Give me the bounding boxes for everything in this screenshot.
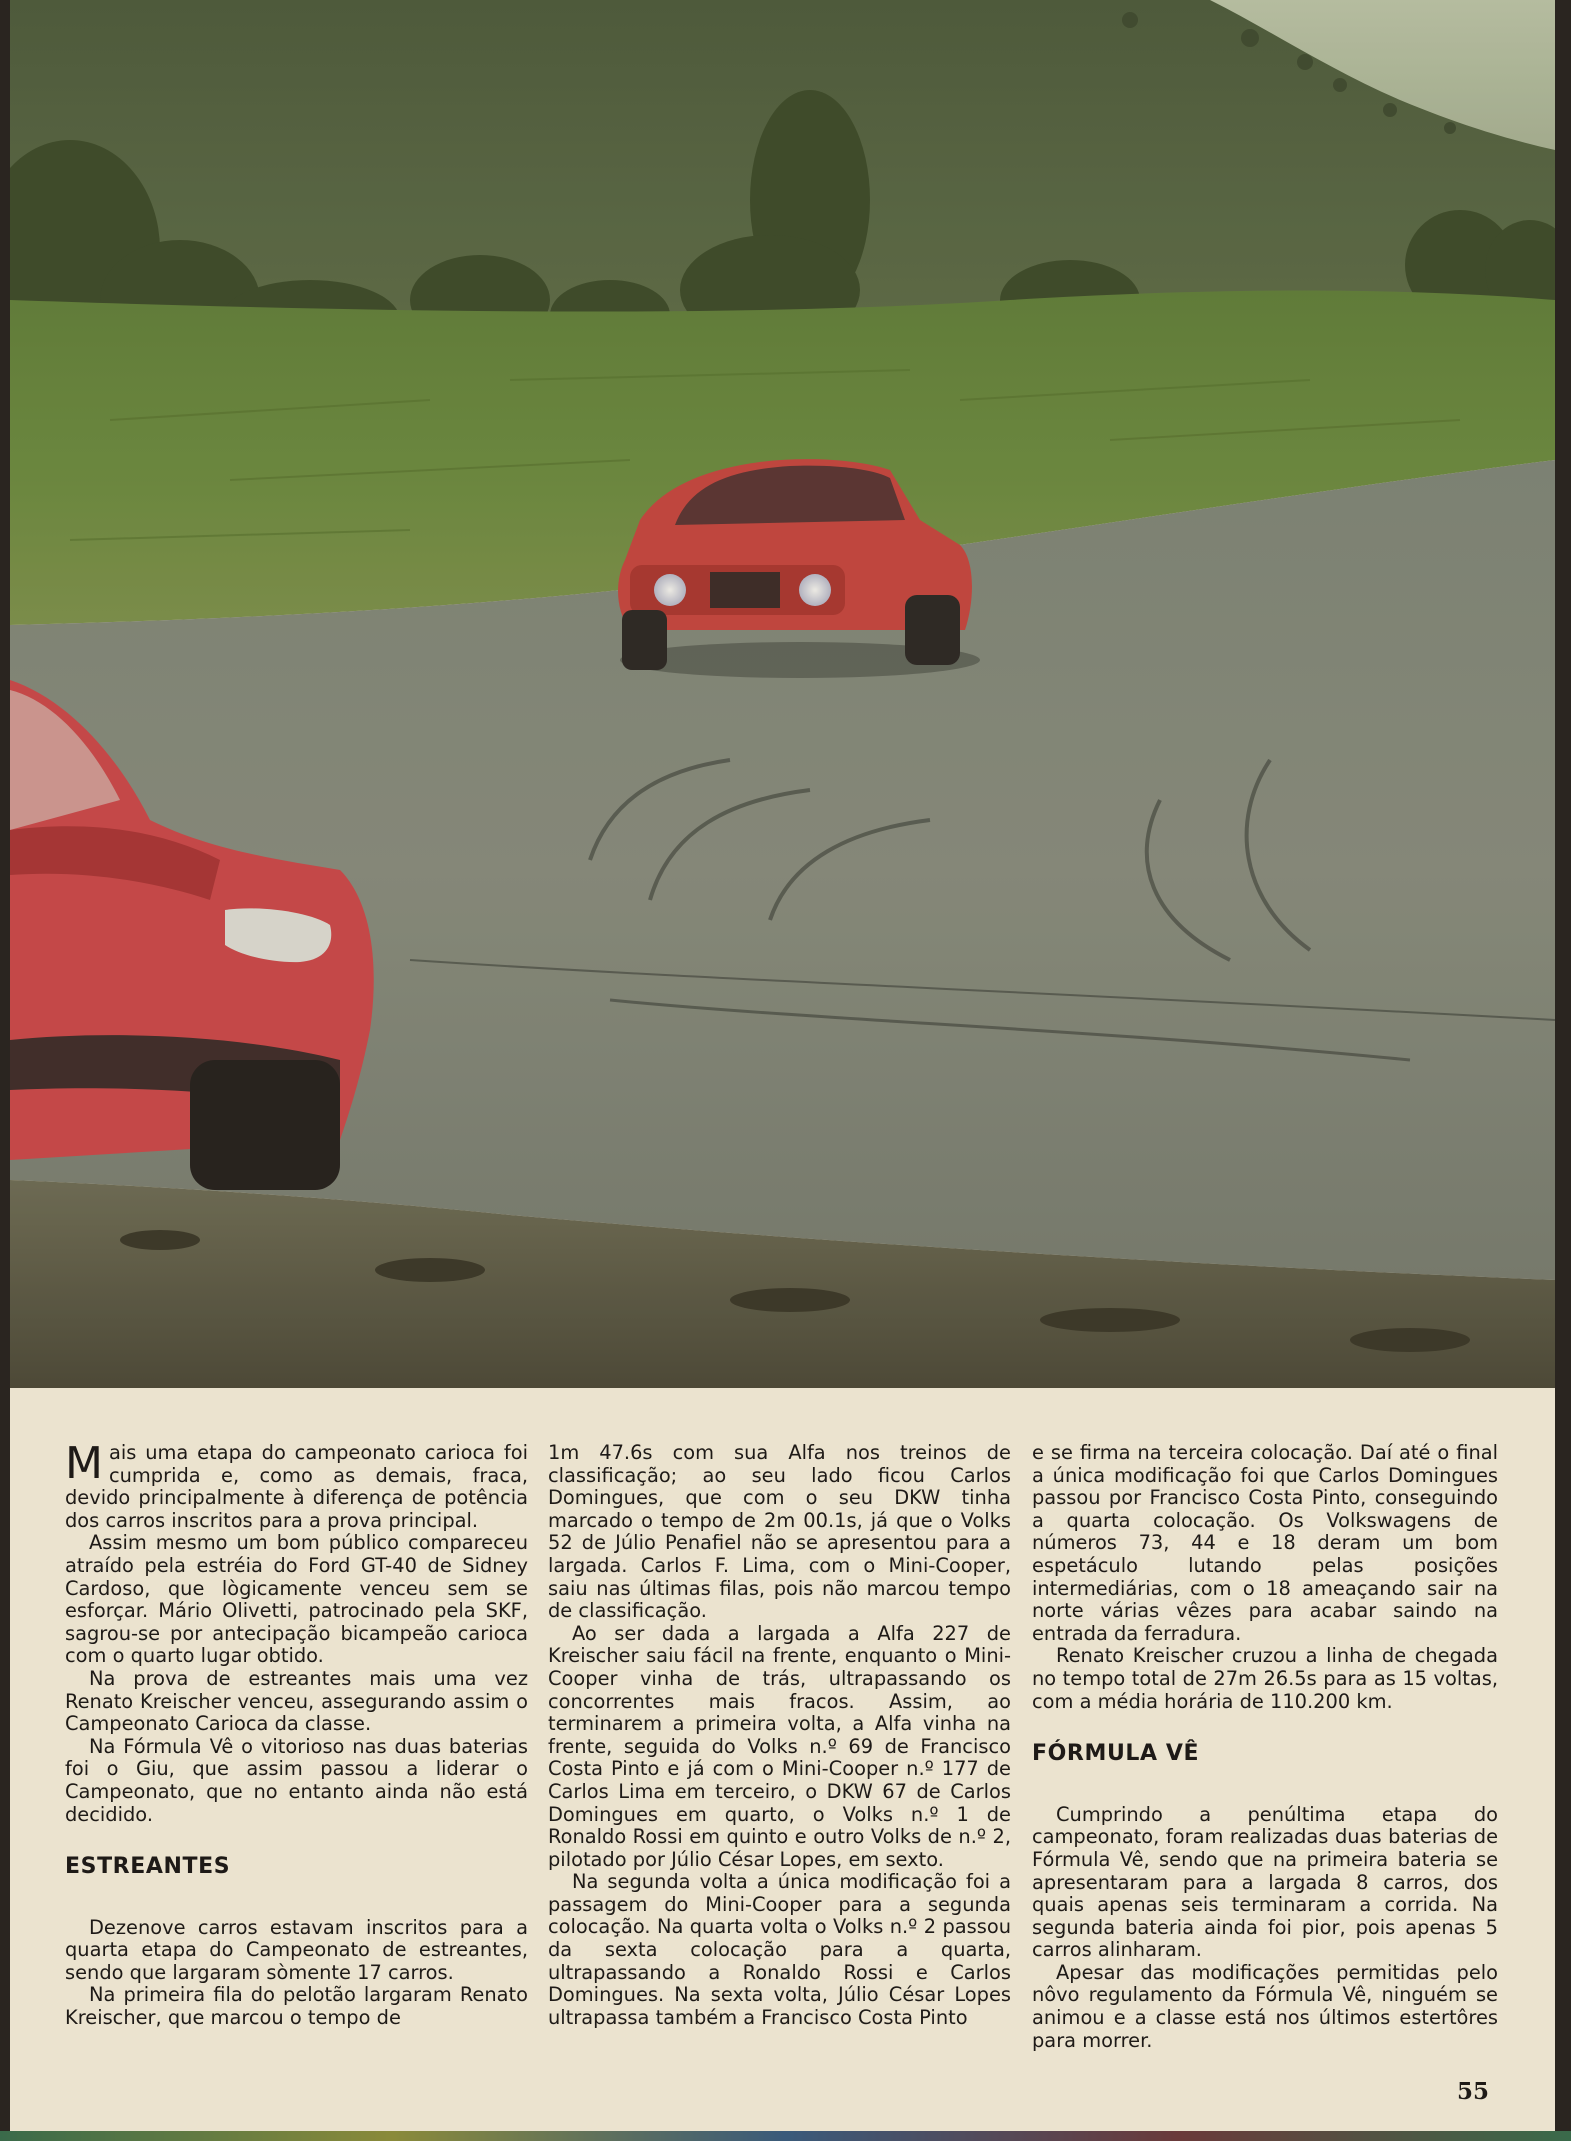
page-edge (0, 2131, 1571, 2141)
race-photo-illustration (10, 0, 1555, 1388)
paragraph: e se firma na terceira colocação. Daí até o final a única modificação foi que Carlos Domingues passou por Francisco Costa Pinto, conseguindo a quarta colocação. Os Volkswagens de números 73, 44 e 18 deram um bom espetáculo lutando pelas posições intermediárias, com o 18 ameaçando sair na norte várias vêzes para acabar saindo na entrada da ferradura. (1032, 1441, 1498, 1645)
paragraph: Apesar das modificações permitidas pelo nôvo regulamento da Fórmula Vê, ninguém se animou e a classe está nos últimos estertôres para morrer. (1032, 1960, 1498, 2052)
text-column-2 (548, 1442, 1011, 2029)
paragraph: Assim mesmo um bom público compareceu atraído pela estréia do Ford GT-40 de Sidney Cardoso, que lògicamente venceu sem se esforçar. Mário Olivetti, patrocinado pela SKF, sagrou-se por antecipação bicampeão carioca com o quarto lugar obtido. (65, 1531, 528, 1668)
section-heading-estreantes: ESTREANTES (65, 1854, 231, 1880)
text-column-1 (65, 1438, 528, 2030)
intro-paragraph (65, 1438, 528, 1532)
paragraph: Na segunda volta a única modificação foi a passagem do Mini-Cooper para a segunda colocação. Na quarta volta o Volks n.º 2 passou da sexta colocação para a quarta, ultrapassando a Ronaldo Rossi e Carlos Domingues. Na sexta volta, Júlio César Lopes ultrapassa também a Francisco Costa Pinto (548, 1870, 1011, 2029)
drop-cap: M (65, 1438, 103, 1489)
text-column-3 (1032, 1442, 1498, 2052)
paragraph: Na Fórmula Vê o vitorioso nas duas baterias foi o Giu, que assim passou a liderar o Campeonato, que no entanto ainda não está decidido. (65, 1734, 528, 1826)
paragraph: Dezenove carros estavam inscritos para a quarta etapa do Campeonato de estreantes, sendo que largaram sòmente 17 carros. (65, 1915, 528, 1984)
intro-text: ais uma etapa do campeonato carioca foi cumprida e, como as demais, fraca, devido principalmente à diferença de potência dos carros inscritos para a prova principal. (65, 1441, 528, 1532)
section-heading-formula-ve: FÓRMULA VÊ (1032, 1741, 1200, 1767)
paragraph: 1m 47.6s com sua Alfa nos treinos de classificação; ao seu lado ficou Carlos Domingues, que com o seu DKW tinha marcado o tempo de 2m 00.1s, já que o Volks 52 de Júlio Penafiel não se apresentou para a largada. Carlos F. Lima, com o Mini-Cooper, saiu nas últimas filas, pois não marcou tempo de classificação. (548, 1441, 1011, 1623)
paragraph: Ao ser dada a largada a Alfa 227 de Kreischer saiu fácil na frente, enquanto o Mini-Cooper vinha de trás, ultrapassando os concorrentes mais fracos. Assim, ao terminarem a primeira volta, a Alfa vinha na frente, seguida do Volks n.º 69 de Francisco Costa Pinto e já com o Mini-Cooper n.º 177 de Carlos Lima em terceiro, o DKW 67 de Carlos Domingues em quarto, o Volks n.º 1 de Ronaldo Rossi em quinto e outro Volks de n.º 2, pilotado por Júlio César Lopes, em sexto. (548, 1621, 1011, 1871)
paragraph: Na primeira fila do pelotão largaram Renato Kreischer, que marcou o tempo de (65, 1983, 528, 2030)
paragraph: Cumprindo a penúltima etapa do campeonato, foram realizadas duas baterias de Fórmula Vê, sendo que na primeira bateria se apresentaram para a largada 8 carros, dos quais apenas seis terminaram a corrida. Na segunda bateria ainda foi pior, pois apenas 5 carros alinharam. (1032, 1802, 1498, 1962)
paragraph: Renato Kreischer cruzou a linha de chegada no tempo total de 27m 26.5s para as 15 voltas, com a média horária de 110.200 km. (1032, 1644, 1498, 1713)
race-photo (10, 0, 1555, 1388)
page-number: 55 (1457, 2078, 1490, 2105)
paragraph: Na prova de estreantes mais uma vez Renato Kreischer venceu, assegurando assim o Campeonato Carioca da classe. (65, 1666, 528, 1736)
magazine-page (10, 0, 1555, 2141)
